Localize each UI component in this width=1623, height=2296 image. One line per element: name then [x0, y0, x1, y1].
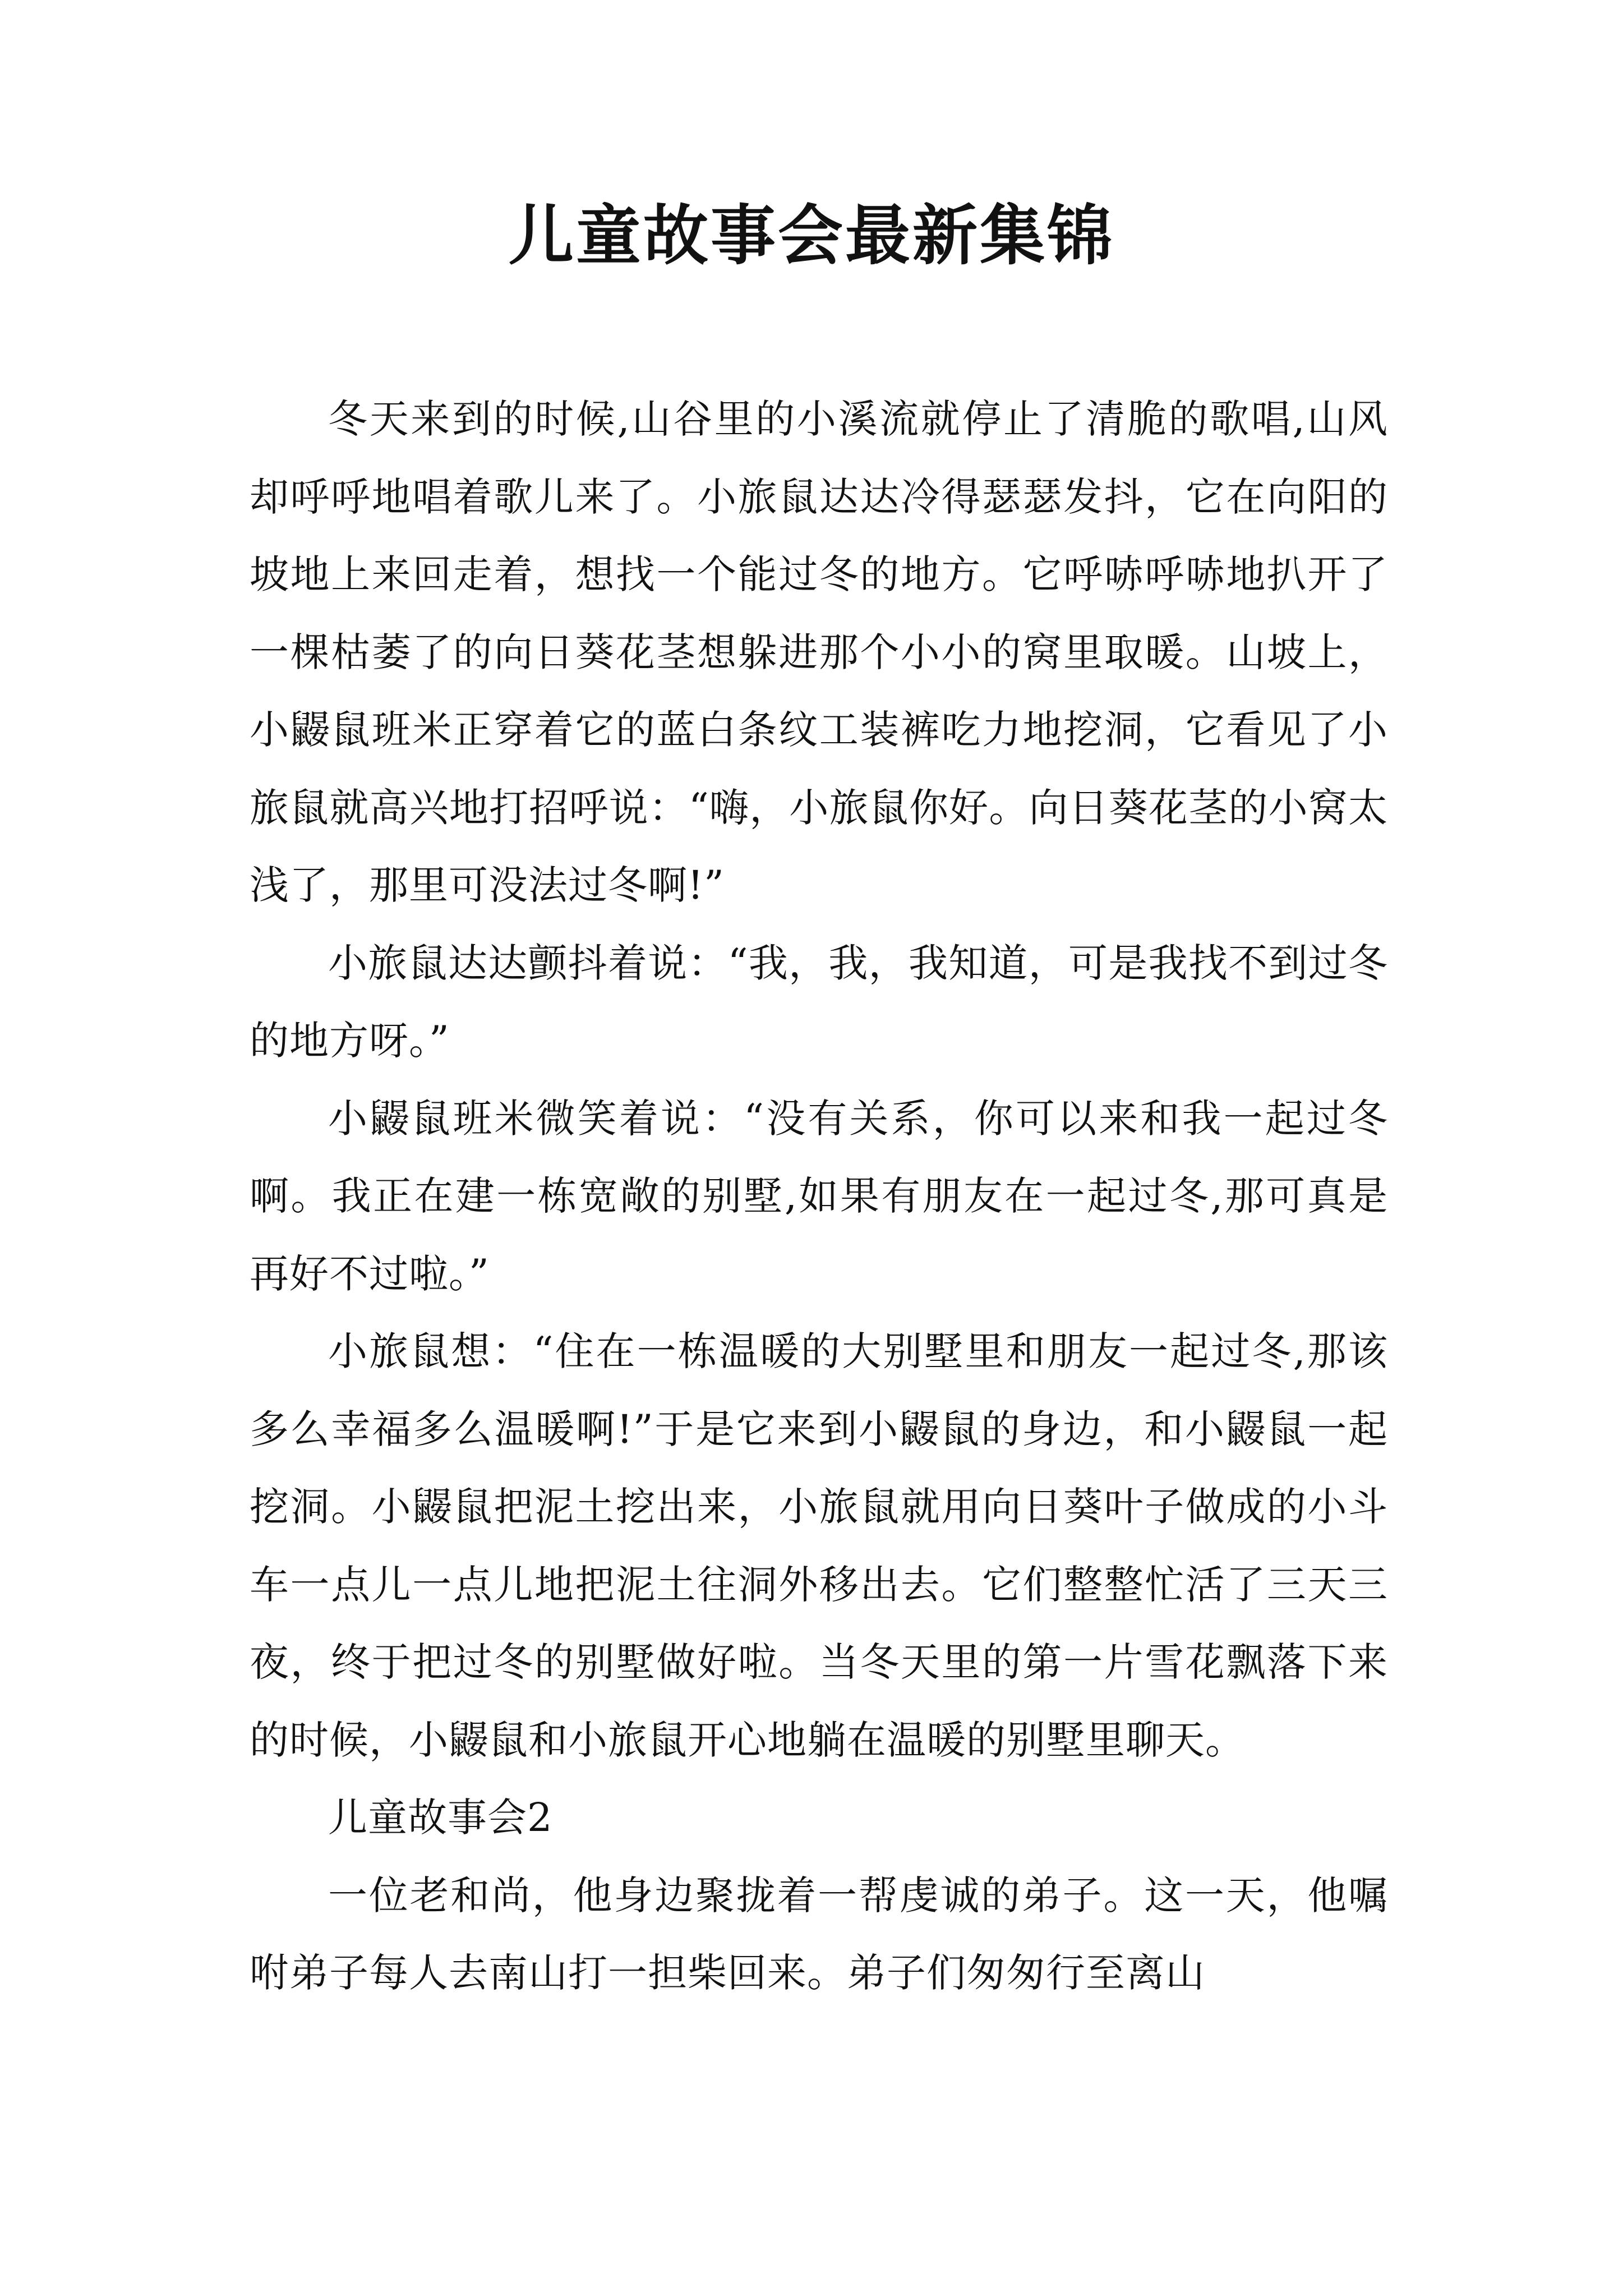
document-body	[250, 380, 1388, 2012]
paragraph-5: 一位老和尚，他身边聚拢着一帮虔诚的弟子。这一天，他嘱咐弟子每人去南山打一担柴回来。弟子们匆匆行至离山	[250, 1872, 1388, 1996]
paragraph-1: 冬天来到的时候,山谷里的小溪流就停止了清脆的歌唱,山风却呼呼地唱着歌儿来了。小旅鼠达达冷得瑟瑟发抖，它在向阳的坡地上来回走着，想找一个能过冬的地方。它呼哧呼哧地扒开了一棵枯萎了的向日葵花茎想躲进那个小小的窝里取暖。山坡上，小鼹鼠班米正穿着它的蓝白条纹工装裤吃力地挖洞，它看见了小旅鼠就高兴地打招呼说：“嗨，小旅鼠你好。向日葵花茎的小窝太浅了，那里可没法过冬啊!”	[250, 396, 1388, 908]
paragraph-3: 小鼹鼠班米微笑着说：“没有关系，你可以来和我一起过冬啊。我正在建一栋宽敞的别墅,如果有朋友在一起过冬,那可真是再好不过啦。”	[250, 1095, 1388, 1297]
document-title: 儿童故事会最新集锦	[509, 197, 1114, 274]
paragraph-4: 小旅鼠想：“住在一栋温暖的大别墅里和朋友一起过冬,那该多么幸福多么温暖啊!”于是它来到小鼹鼠的身边，和小鼹鼠一起挖洞。小鼹鼠把泥土挖出来，小旅鼠就用向日葵叶子做成的小斗车一点儿一点儿地把泥土往洞外移出去。它们整整忙活了三天三夜，终于把过冬的别墅做好啦。当冬天里的第一片雪花飘落下来的时候，小鼹鼠和小旅鼠开心地躺在温暖的别墅里聊天。	[250, 1328, 1388, 1763]
section-heading-2: 儿童故事会2	[328, 1795, 553, 1841]
paragraph-2: 小旅鼠达达颤抖着说：“我，我，我知道，可是我找不到过冬的地方呀。”	[250, 940, 1388, 1064]
